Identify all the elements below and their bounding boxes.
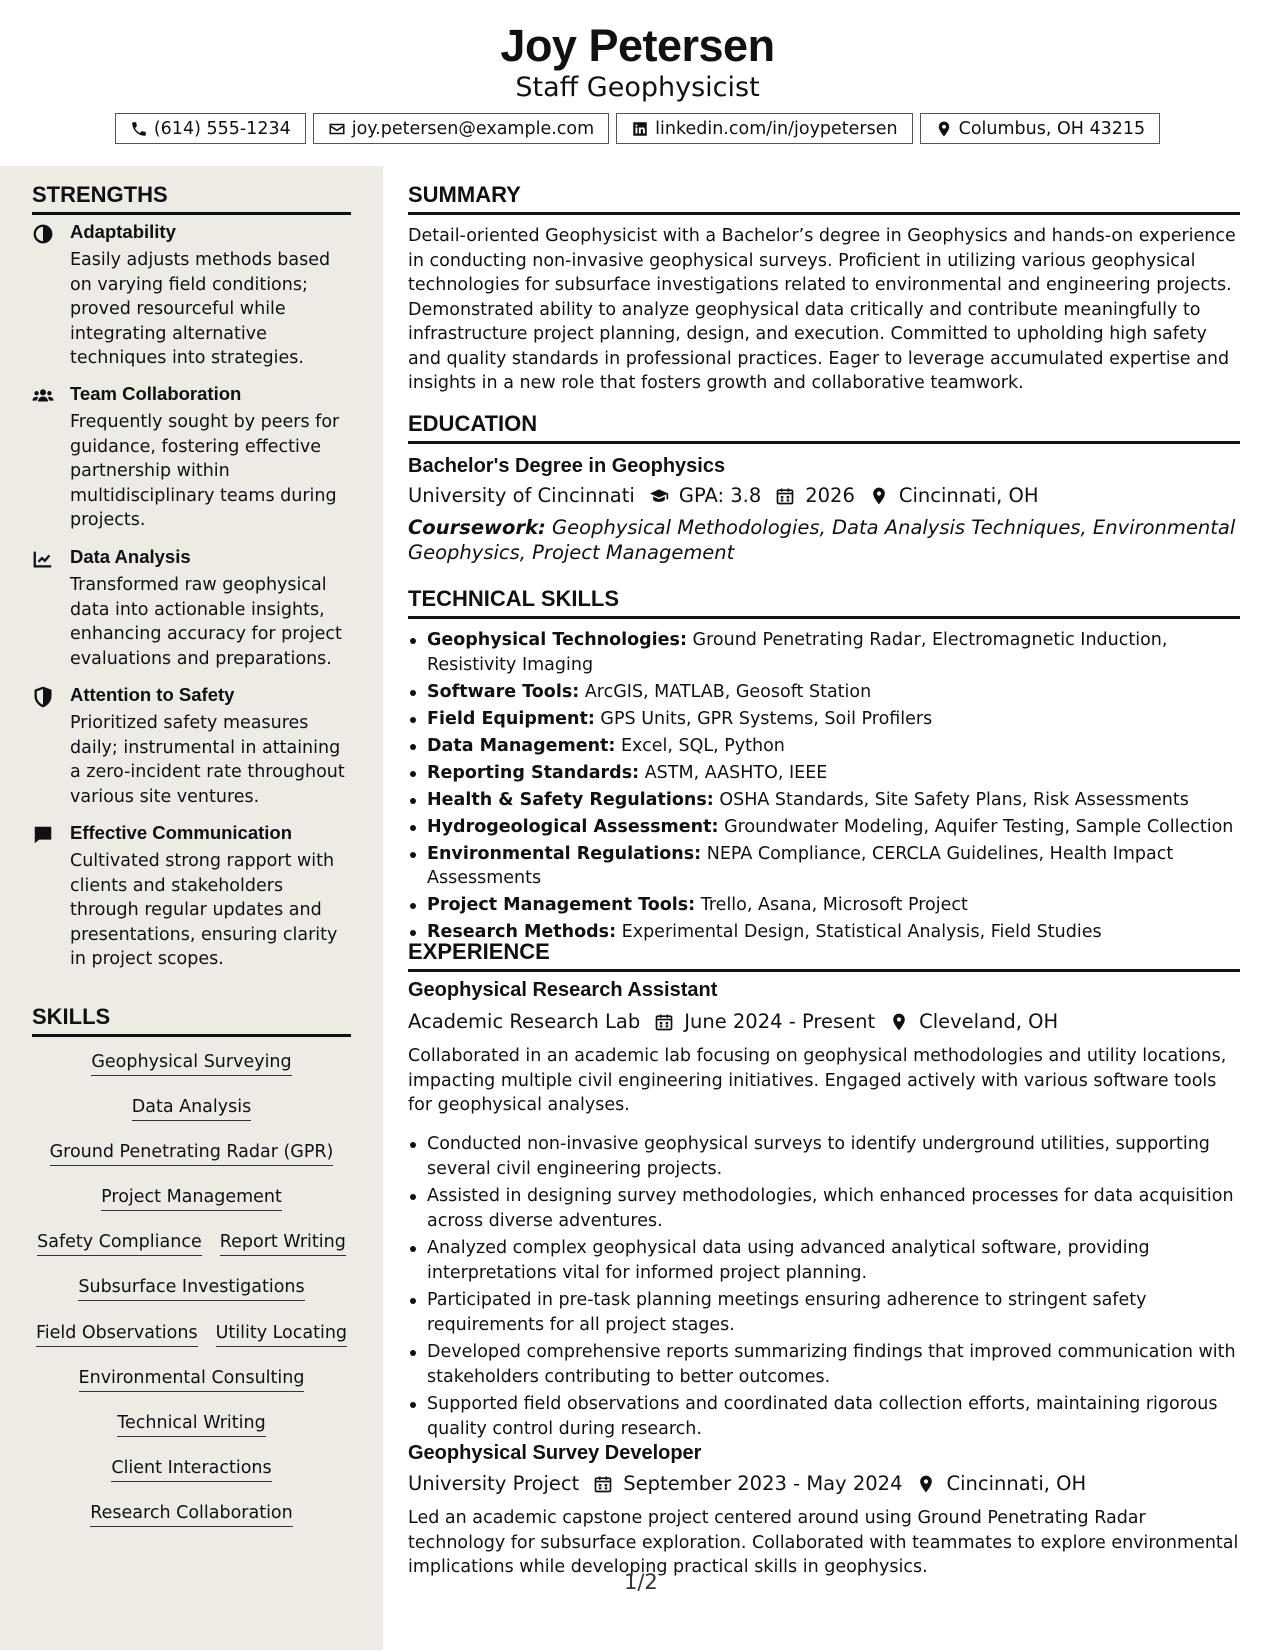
summary-heading: SUMMARY [408, 182, 1240, 215]
job-dates: June 2024 - Present [684, 1010, 876, 1033]
coursework-label: Coursework: [408, 516, 546, 539]
skill-tag: Safety Compliance [37, 1232, 202, 1256]
location-pin-icon [935, 120, 953, 138]
contact-bar [0, 113, 1275, 144]
strength-title: Data Analysis [70, 546, 191, 567]
skill-row [32, 1323, 351, 1347]
list-item [408, 893, 1240, 918]
calendar-icon [775, 486, 795, 506]
skill-values: Experimental Design, Statistical Analysis, Field Studies [621, 922, 1102, 942]
job-summary: Led an academic capstone project centered around using Ground Penetrating Radar technology for subsurface exploration. Collaborated with teammates to explore environmental implications while developing practical skills in geophysics. [408, 1508, 1239, 1577]
coursework-text: Geophysical Methodologies, Data Analysis Techniques, Environmental Geophysics, Project Management [408, 516, 1236, 564]
skill-tag: Geophysical Surveying [91, 1052, 291, 1076]
list-item: Assisted in designing survey methodologies, which enhanced processes for data acquisition across diverse adventures. [408, 1184, 1240, 1233]
users-icon [32, 385, 54, 407]
list-item [408, 761, 1240, 786]
skill-values: ASTM, AASHTO, IEEE [644, 762, 828, 783]
job-title: Geophysical Research Assistant [408, 979, 718, 1001]
skill-values: Excel, SQL, Python [621, 735, 785, 756]
skill-values: GPS Units, GPR Systems, Soil Profilers [600, 708, 933, 729]
skill-category: Reporting Standards: [427, 762, 640, 783]
list-item [408, 815, 1240, 840]
contact-email[interactable] [313, 113, 609, 144]
gpa-text: GPA: 3.8 [678, 484, 762, 507]
list-item [408, 707, 1240, 732]
location-pin-icon [916, 1474, 936, 1494]
page-number: 1/2 [624, 1570, 658, 1594]
skill-category: Health & Safety Regulations: [427, 789, 714, 810]
contact-phone[interactable] [115, 113, 306, 144]
strength-title: Team Collaboration [70, 383, 242, 404]
list-item [408, 628, 1240, 677]
shield-icon [32, 686, 54, 708]
list-item [408, 680, 1240, 705]
skill-row [32, 1142, 351, 1166]
skill-tag: Technical Writing [117, 1413, 265, 1437]
skill-values: Trello, Asana, Microsoft Project [700, 895, 968, 915]
resume-header [0, 0, 1275, 166]
job-dates: September 2023 - May 2024 [623, 1472, 903, 1495]
strength-title: Adaptability [70, 221, 176, 242]
skill-category: Software Tools: [427, 681, 580, 702]
skill-tag: Utility Locating [216, 1323, 347, 1347]
location-pin-icon [869, 486, 889, 506]
skill-category: Research Methods: [427, 922, 617, 942]
skill-tag: Field Observations [36, 1323, 198, 1347]
skill-tag: Report Writing [220, 1232, 346, 1256]
phone-icon [130, 120, 148, 138]
summary-text: Detail-oriented Geophysicist with a Bachelor’s degree in Geophysics and hands-on experience in conducting non-invasive geophysical surveys. Proficient in utilizing various geophysical technologies for subsurface investigations related to environmental and engineering projects. Demonstrated ability to analyze geophysical data critically and contribute meaningfully to infrastructure project planning, design, and execution. Committed to upholding high safety and quality standards in professional practices. Eager to leverage accumulated expertise and insights in a new role that fosters growth and collaborative teamwork. [408, 226, 1236, 393]
skill-tag: Ground Penetrating Radar (GPR) [50, 1142, 334, 1166]
linkedin-icon [631, 120, 649, 138]
candidate-name: Joy Petersen [500, 20, 775, 71]
calendar-icon [654, 1012, 674, 1032]
job-location: Cleveland, OH [919, 1010, 1059, 1033]
half-circle-icon [32, 223, 54, 245]
skills-heading: SKILLS [32, 1004, 351, 1037]
graduation-cap-icon [649, 486, 669, 506]
job-org: University Project [408, 1472, 580, 1495]
list-item [408, 734, 1240, 759]
list-item: Developed comprehensive reports summarizing findings that improved communication with stakeholders contributing to better outcomes. [408, 1340, 1240, 1389]
skill-tag: Project Management [101, 1187, 282, 1211]
strength-desc: Prioritized safety measures daily; instrumental in attaining a zero-incident rate throughout various site ventures. [70, 713, 345, 807]
skill-tag: Subsurface Investigations [78, 1277, 304, 1301]
skill-row [32, 1413, 351, 1437]
skill-values: ArcGIS, MATLAB, Geosoft Station [584, 681, 872, 702]
skill-category: Project Management Tools: [427, 895, 696, 915]
location-pin-icon [889, 1012, 909, 1032]
contact-linkedin-text: linkedin.com/in/joypetersen [655, 118, 898, 139]
skill-category: Geophysical Technologies: [427, 630, 687, 650]
envelope-icon [328, 120, 346, 138]
job-bullets [408, 1132, 1240, 1444]
strength-desc: Transformed raw geophysical data into actionable insights, enhancing accuracy for project evaluations and preparations. [70, 575, 342, 669]
technical-skills-list [408, 628, 1240, 947]
contact-location-text: Columbus, OH 43215 [958, 118, 1146, 139]
skill-tag: Research Collaboration [90, 1503, 292, 1527]
job-title: Geophysical Survey Developer [408, 1442, 702, 1464]
skill-values: Ground Penetrating Radar, Electromagnetic Induction, Resistivity Imaging [427, 630, 1168, 675]
strengths-heading: STRENGTHS [32, 182, 351, 215]
skill-row [32, 1458, 351, 1482]
job-location: Cincinnati, OH [946, 1472, 1087, 1495]
contact-linkedin[interactable] [616, 113, 912, 144]
education-meta [408, 484, 1039, 507]
skill-tag: Environmental Consulting [79, 1368, 305, 1392]
school-name: University of Cincinnati [408, 484, 635, 507]
skill-values: Groundwater Modeling, Aquifer Testing, Sample Collection [724, 816, 1234, 837]
skill-row [32, 1368, 351, 1392]
strength-title: Attention to Safety [70, 684, 235, 705]
skill-category: Hydrogeological Assessment: [427, 816, 719, 837]
school-location: Cincinnati, OH [898, 484, 1039, 507]
candidate-title: Staff Geophysicist [515, 72, 760, 103]
strength-desc: Frequently sought by peers for guidance, fostering effective partnership within multidisciplinary teams during projects. [70, 412, 340, 530]
skill-row [32, 1052, 351, 1076]
sidebar [0, 166, 383, 1650]
skill-tag: Data Analysis [132, 1097, 251, 1121]
list-item: Supported field observations and coordinated data collection efforts, maintaining rigorous quality control during research. [408, 1392, 1240, 1441]
skill-row [32, 1277, 351, 1301]
degree-title: Bachelor's Degree in Geophysics [408, 455, 726, 477]
skill-row [32, 1232, 351, 1256]
skill-category: Field Equipment: [427, 708, 595, 729]
strength-desc: Cultivated strong rapport with clients and stakeholders through regular updates and presentations, ensuring clarity in project scopes. [70, 851, 338, 969]
skill-category: Environmental Regulations: [427, 843, 702, 864]
graduation-year: 2026 [805, 484, 855, 507]
list-item: Participated in pre-task planning meetings ensuring adherence to stringent safety requirements for all project stages. [408, 1288, 1240, 1337]
contact-email-text: joy.petersen@example.com [351, 118, 595, 139]
contact-phone-text: (614) 555-1234 [153, 118, 291, 139]
technical-skills-heading: TECHNICAL SKILLS [408, 586, 1240, 619]
strength-desc: Easily adjusts methods based on varying field conditions; proved resourceful while integrating alternative techniques into strategies. [70, 250, 331, 368]
calendar-icon [593, 1474, 613, 1494]
experience-heading: EXPERIENCE [408, 939, 1240, 972]
skill-category: Data Management: [427, 735, 616, 756]
skill-values: NEPA Compliance, CERCLA Guidelines, Health Impact Assessments [427, 843, 1174, 888]
list-item: Analyzed complex geophysical data using advanced analytical software, providing interpretations vital for informed project planning. [408, 1236, 1240, 1285]
list-item [408, 788, 1240, 813]
skill-values: OSHA Standards, Site Safety Plans, Risk Assessments [719, 789, 1189, 810]
skill-tag: Client Interactions [111, 1458, 271, 1482]
line-chart-icon [32, 548, 54, 570]
job-meta [408, 1472, 1086, 1495]
job-meta [408, 1010, 1058, 1033]
list-item [408, 842, 1240, 891]
skill-row [32, 1187, 351, 1211]
strength-title: Effective Communication [70, 822, 293, 843]
education-heading: EDUCATION [408, 411, 1240, 444]
skill-row [32, 1503, 351, 1527]
coursework [408, 515, 1240, 565]
job-summary: Collaborated in an academic lab focusing on geophysical methodologies and utility locations, impacting multiple civil engineering initiatives. Engaged actively with various software tools for geophysical analyses. [408, 1046, 1227, 1115]
job-org: Academic Research Lab [408, 1010, 641, 1033]
comment-icon [32, 824, 54, 846]
list-item: Conducted non-invasive geophysical surveys to identify underground utilities, supporting several civil engineering projects. [408, 1132, 1240, 1181]
contact-location [920, 113, 1161, 144]
skill-row [32, 1097, 351, 1121]
